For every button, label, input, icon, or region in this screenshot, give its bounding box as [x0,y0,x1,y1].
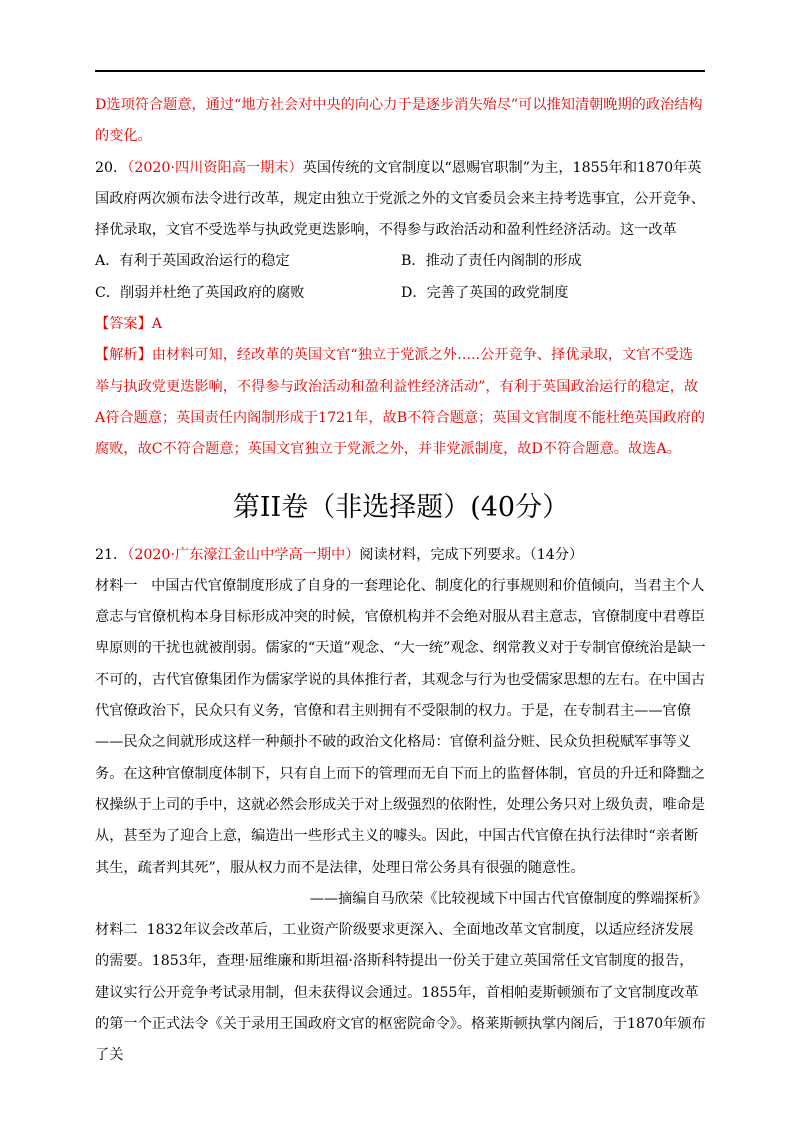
header-rule [95,70,705,72]
q21-instruction: 阅读材料，完成下列要求。（14分） [359,546,584,563]
material-1-source: ——摘编自马欣荣《比较视域下中国古代官僚制度的弊端探析》 [309,890,707,907]
material-2-label: 材料二 [95,922,138,939]
q20-option-a: A．有利于英国政治运行的稳定 [95,253,290,270]
document-body [95,90,707,1072]
q20-analysis-text: 由材料可知，经改革的英国文官“独立于党派之外…..公开竞争、择优录取，文官不受选举与执政党更迭影响，不得参与政治活动和盈利益性经济活动”，有利于英国政治运行的稳定，故A符合题意；英国责任内阁制形成于1721年，故B不符合题意；英国文官制度不能杜绝英国政府的腐败，故C不符合题意；英国文官独立于党派之外，并非党派制度，故D不符合题意。故选A。 [95,347,706,458]
q20-analysis [95,340,707,465]
q20-source: （2020·四川资阳高一期末） [127,159,303,176]
question-20 [95,153,707,466]
material-1-text: 中国古代官僚制度形成了自身的一套理论化、制度化的行事规则和价值倾向，当君主个人意志与官僚机构本身目标形成冲突的时候，官僚机构并不会绝对服从君主意志，官僚制度中君尊臣卑原则的干扰也就被削弱。儒家的“天道”观念、“大一统”观念、纲常教义对于专制官僚统治是缺一不可的，古代官僚集团作为儒家学说的具体推行者，其观念与行为也受儒家思想的左右。在中国古代官僚政治下，民众只有义务，官僚和君主则拥有不受限制的权力。于是，在专制君主——官僚——民众之间就形成这样一种颠扑不破的政治文化格局：官僚利益分赃、民众负担税赋军事等义务。在这种官僚制度体制下，只有自上而下的管理而无自下而上的监督体制，官员的升迁和降黜之权操纵于上司的手中，这就必然会形成关于对上级强烈的依附性，处理公务只对上级负责，唯命是从，甚至为了迎合上意，编造出一些形式主义的噱头。因此，中国古代官僚在执行法律时“亲者断其生，疏者判其死”，服从权力而不是法律，处理日常公务具有很强的随意性。 [95,577,706,876]
q20-analysis-label: 【解析】 [95,347,152,364]
q20-answer-label: 【答案】 [95,316,152,333]
q20-option-d: D．完善了英国的政党制度 [401,284,569,301]
q20-options [95,246,707,309]
q20-number: 20． [95,159,128,176]
q20-option-c: C．削弱并杜绝了英国政府的腐败 [95,284,305,301]
section-title: 第II卷（非选择题）(40分） [232,491,570,523]
material-2-text: 1832年议会改革后，工业资产阶级要求更深入、全面地改革文官制度，以适应经济发展的需要。1853年，查理·屈维廉和斯坦福·洛斯科特提出一份关于建立英国常任文官制度的报告，建议实行公开竞争考试录用制，但未获得议会通过。1855年，首相帕麦斯顿颁布了文官制度改革的第一个正式法令《关于录用王国政府文官的枢密院命令》。格莱斯顿执掌内阁后，于1870年颁布了关 [95,922,706,1064]
q21-source: （2020·广东濠江金山中学高一期中） [127,546,360,563]
q20-stem: 英国传统的文官制度以“恩赐官职制”为主，1855年和1870年英国政府两次颁布法令进行改革，规定由独立于党派之外的文官委员会来主持考选事宜，公开竞争、择优录取，文官不受选举与执政党更迭影响，不得参与政治活动和盈利性经济活动。这一改革 [95,159,706,239]
previous-analysis-text: D选项符合题意，通过“地方社会对中央的向心力于是逐步消失殆尽”可以推知清朝晚期的政治结构的变化。 [95,97,703,145]
q20-answer-value: A [151,316,163,333]
material-1-label: 材料一 [95,577,138,594]
q21-material-2 [95,915,707,1071]
q20-option-b: B．推动了责任内阁制的形成 [401,253,582,270]
question-21 [95,540,707,1072]
q20-stem-paragraph [95,153,707,247]
q20-answer [95,309,707,340]
q21-material-1 [95,571,707,884]
q21-number: 21． [95,546,128,563]
q21-header [95,540,707,571]
